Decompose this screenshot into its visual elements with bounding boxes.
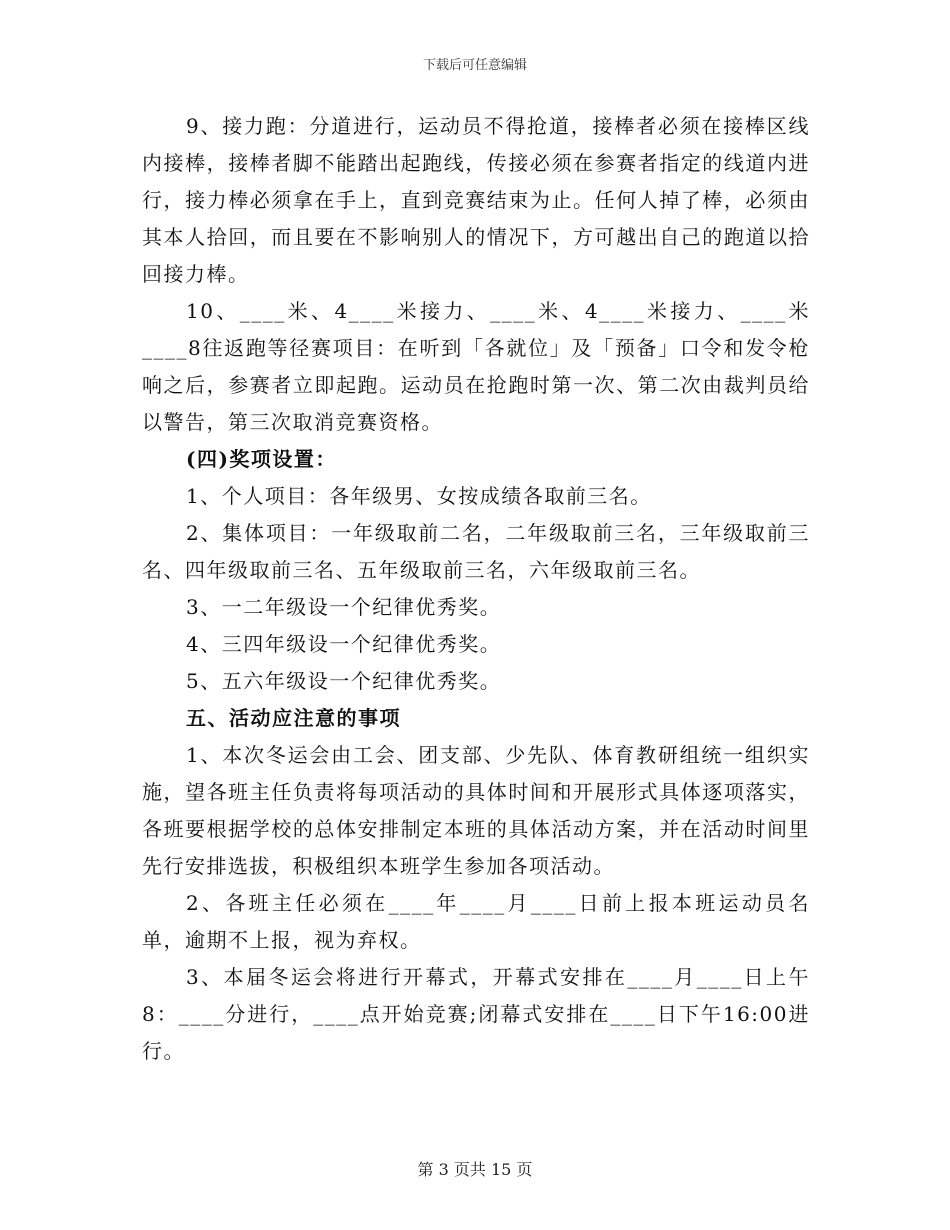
paragraph-note-2: 2、各班主任必须在____年____月____日前上报本班运动员名单，逾期不上报，视为弃权。 (142, 891, 810, 952)
paragraph-relay-rules: 9、接力跑：分道进行，运动员不得抢道，接棒者必须在接棒区线内接棒，接棒者脚不能踏出起跑线，传接必须在参赛者指定的线道内进行，接力棒必须拿在手上，直到竞赛结束为止。任何人掉了棒，必须由其本人拾回，而且要在不影响别人的情况下，方可越出自己的跑道以拾回接力棒。 (142, 114, 810, 286)
paragraph-award-3: 3、一二年级设一个纪律优秀奖。 (186, 595, 502, 619)
section-heading-notes: 五、活动应注意的事项 (186, 706, 401, 730)
paragraph-note-1: 1、本次冬运会由工会、团支部、少先队、体育教研组统一组织实施，望各班主任负责将每项活动的具体时间和开展形式具体逐项落实，各班要根据学校的总体安排制定本班的具体活动方案，并在活动时间里先行安排选拔，积极组织本班学生参加各项活动。 (142, 743, 810, 878)
paragraph-track-events: 10、____米、4____米接力、____米、4____米接力、____米____8往返跑等径赛项目：在听到「各就位」及「预备」口令和发令枪响之后，参赛者立即起跑。运动员在抢跑时第一次、第二次由裁判员给以警告，第三次取消竞赛资格。 (142, 299, 810, 434)
paragraph-award-1: 1、个人项目：各年级男、女按成绩各取前三名。 (186, 484, 652, 508)
page-header: 下载后可任意编辑 (422, 58, 527, 73)
document-body (142, 108, 810, 1070)
paragraph-note-3: 3、本届冬运会将进行开幕式，开幕式安排在____月____日上午8：____分进行，____点开始竞赛;闭幕式安排在____日下午16:00进行。 (142, 965, 810, 1063)
page-footer: 第 3 页共 15 页 (417, 1160, 533, 1179)
paragraph-award-2: 2、集体项目：一年级取前二名，二年级取前三名，三年级取前三名、四年级取前三名、五年级取前三名，六年级取前三名。 (142, 521, 810, 582)
section-heading-awards: (四)奖项设置： (186, 447, 337, 471)
paragraph-award-4: 4、三四年级设一个纪律优秀奖。 (186, 632, 502, 656)
paragraph-award-5: 5、五六年级设一个纪律优秀奖。 (186, 669, 502, 693)
